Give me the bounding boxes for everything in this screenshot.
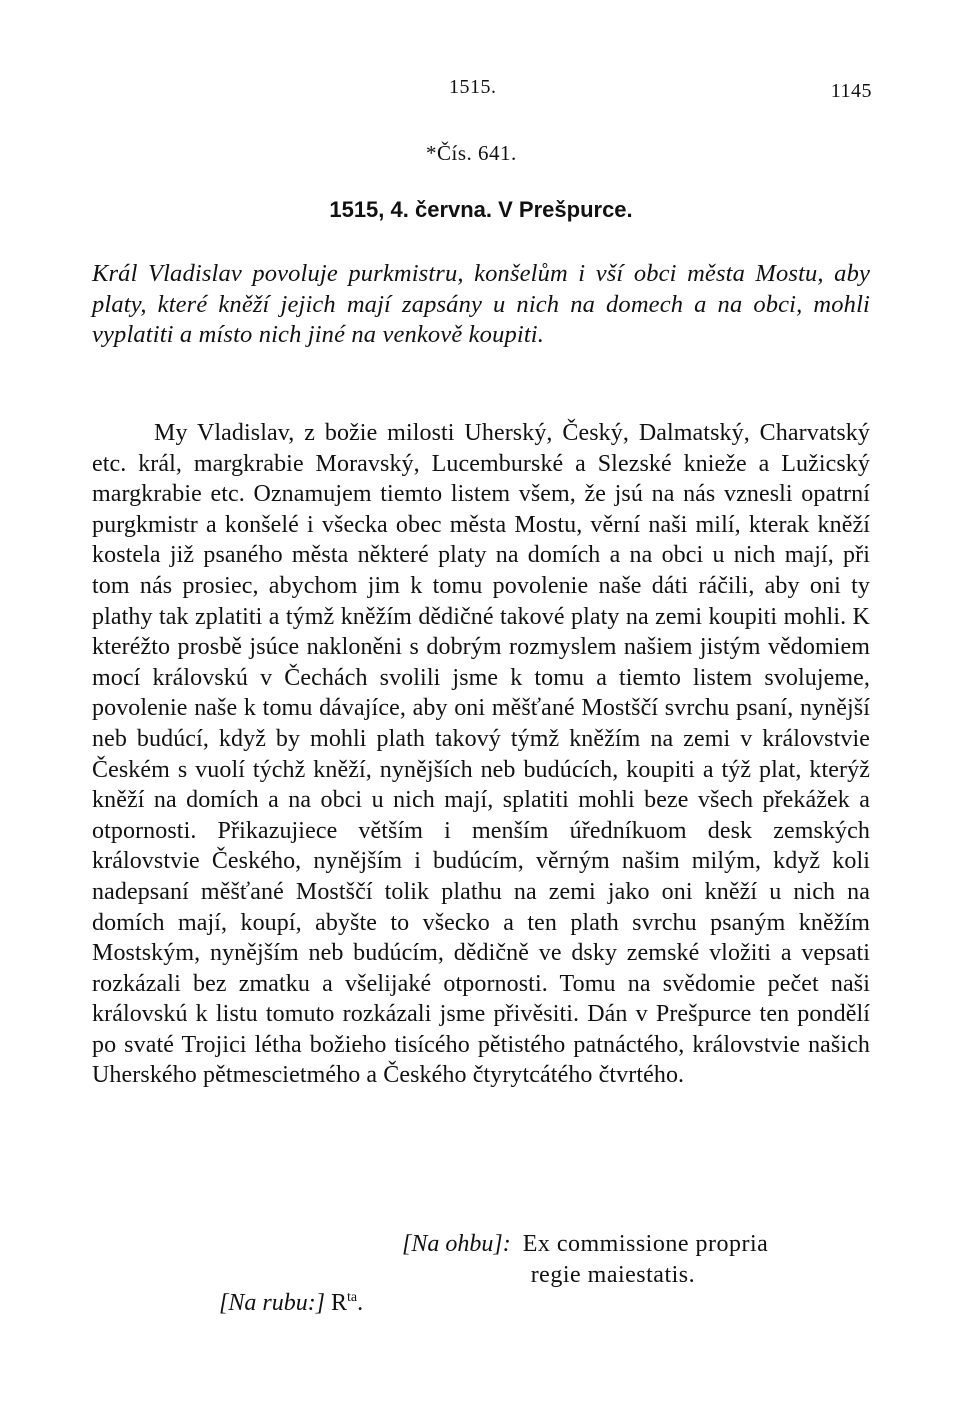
document-page — [92, 0, 870, 1405]
back-note-label: [Na rubu:] — [219, 1290, 326, 1316]
fold-note-line: Ex commissione propria — [522, 1231, 769, 1257]
back-note-text: R — [331, 1290, 348, 1316]
document-body — [92, 418, 870, 1091]
fold-note — [402, 1229, 768, 1291]
fold-note-line: regie maiestatis. — [530, 1262, 696, 1288]
fold-note-label: [Na ohbu]: — [402, 1231, 511, 1257]
document-dateline: 1515, 4. června. V Prešpurce. — [329, 197, 633, 222]
document-regest: Král Vladislav povoluje purkmistru, konšelům i vší obci města Mostu, aby platy, které kněží jejich mají zapsány u nich na domech a na obci, mohli vyplatiti a místo nich jiné na venkově koupiti. — [92, 260, 870, 348]
running-header-year: 1515. — [449, 76, 497, 98]
body-paragraph: My Vladislav, z božie milosti Uherský, Český, Dalmatský, Charvatský etc. král, margkrabie Moravský, Lucemburské a Slezské knieže a Lužicský margkrabie etc. Oznamujem tiemto listem všem, že jsú na nás vznesli opatrní purgkmistr a konšelé i všecka obec města Mostu, věrní naši milí, kterak kněží kostela již psaného města některé platy na domích a na obci u nich mají, při tom nás prosiec, abychom jim k tomu povolenie naše dáti ráčili, aby oni ty plathy tak zplatiti a týmž kněžím dědičné takové platy na zemi koupiti mohli. K kteréžto prosbě jsúce nakloněni s dobrým rozmyslem našiem jistým vědomiem mocí královskú v Čechách svolili jsme k tomu a tiemto listem svolujeme, povolenie naše k tomu dávajíce, aby oni měšťané Mostščí svrchu psaní, nynější neb budúcí, když by mohli plath takový týmž kněžím na zemi v královstvie Českém s vuolí týchž kněží, nynějších neb budúcích, koupiti a týž plat, kterýž kněží na domích a na obci u nich mají, splatiti mohli beze všech překážek a otpornosti. Přikazujiece větším i menším úředníkuom desk zemských královstvie Českého, nynějším i budúcím, věrným našim milým, když koli nadepsaní měšťané Mostščí tolik plathu na zemi jako oni kněží u nich na domích mají, koupí, abyšte to všecko a ten plath svrchu psaným kněžím Mostským, nynějším neb budúcím, dědičně ve dsky zemské vložiti a vepsati rozkázali bez zmatku a všelijaké otpornosti. Tomu na svědomie pečet naši královskú k listu tomuto rozkázali jsme přivěsiti. Dán v Prešpurce ten pondělí po svaté Trojici létha božieho tisícého pětistého patnáctého, královstvie našich Uherského pětmescietmého a Českého čtyrytcátého čtvrtého. — [92, 420, 870, 1089]
fold-note-text — [523, 1229, 769, 1291]
back-note — [219, 1290, 363, 1317]
page-number: 1145 — [830, 80, 872, 102]
back-note-period: . — [357, 1290, 364, 1316]
back-note-superscript: ta — [347, 1290, 358, 1305]
document-number: *Čís. 641. — [426, 141, 517, 165]
